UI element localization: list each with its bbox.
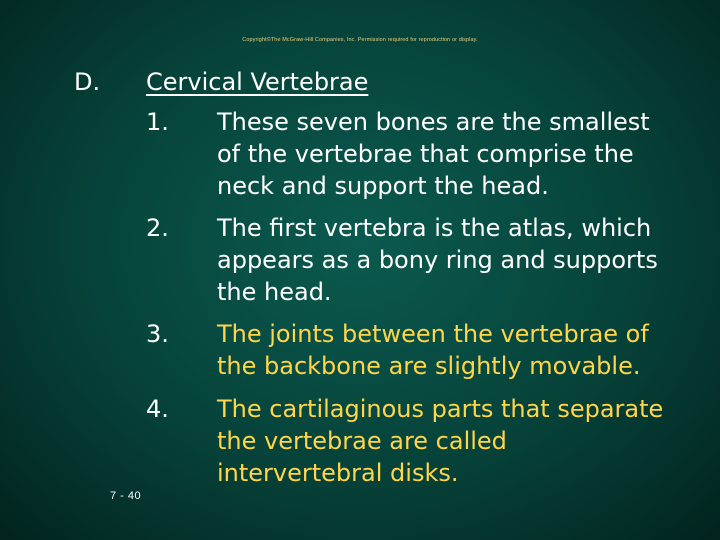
copyright-notice: Copyright©The McGraw-Hill Companies, Inc. Permission required for reproduction or display. bbox=[242, 37, 478, 43]
section-letter: D. bbox=[74, 68, 101, 96]
item-number-2: 2. bbox=[146, 214, 169, 242]
item-number-4: 4. bbox=[146, 395, 169, 423]
item-text-3: The joints between the vertebrae of the backbone are slightly movable. bbox=[217, 320, 649, 380]
slide-number: 7 - 40 bbox=[110, 490, 142, 502]
item-text-4: The cartilaginous parts that separate the vertebrae are called intervertebral disks. bbox=[217, 395, 664, 487]
item-text-1: These seven bones are the smallest of the vertebrae that comprise the neck and support the head. bbox=[217, 108, 650, 200]
item-text-2: The first vertebra is the atlas, which appears as a bony ring and supports the head. bbox=[217, 214, 658, 306]
item-number-3: 3. bbox=[146, 320, 169, 348]
item-number-1: 1. bbox=[146, 108, 169, 136]
section-title: Cervical Vertebrae bbox=[146, 68, 369, 96]
